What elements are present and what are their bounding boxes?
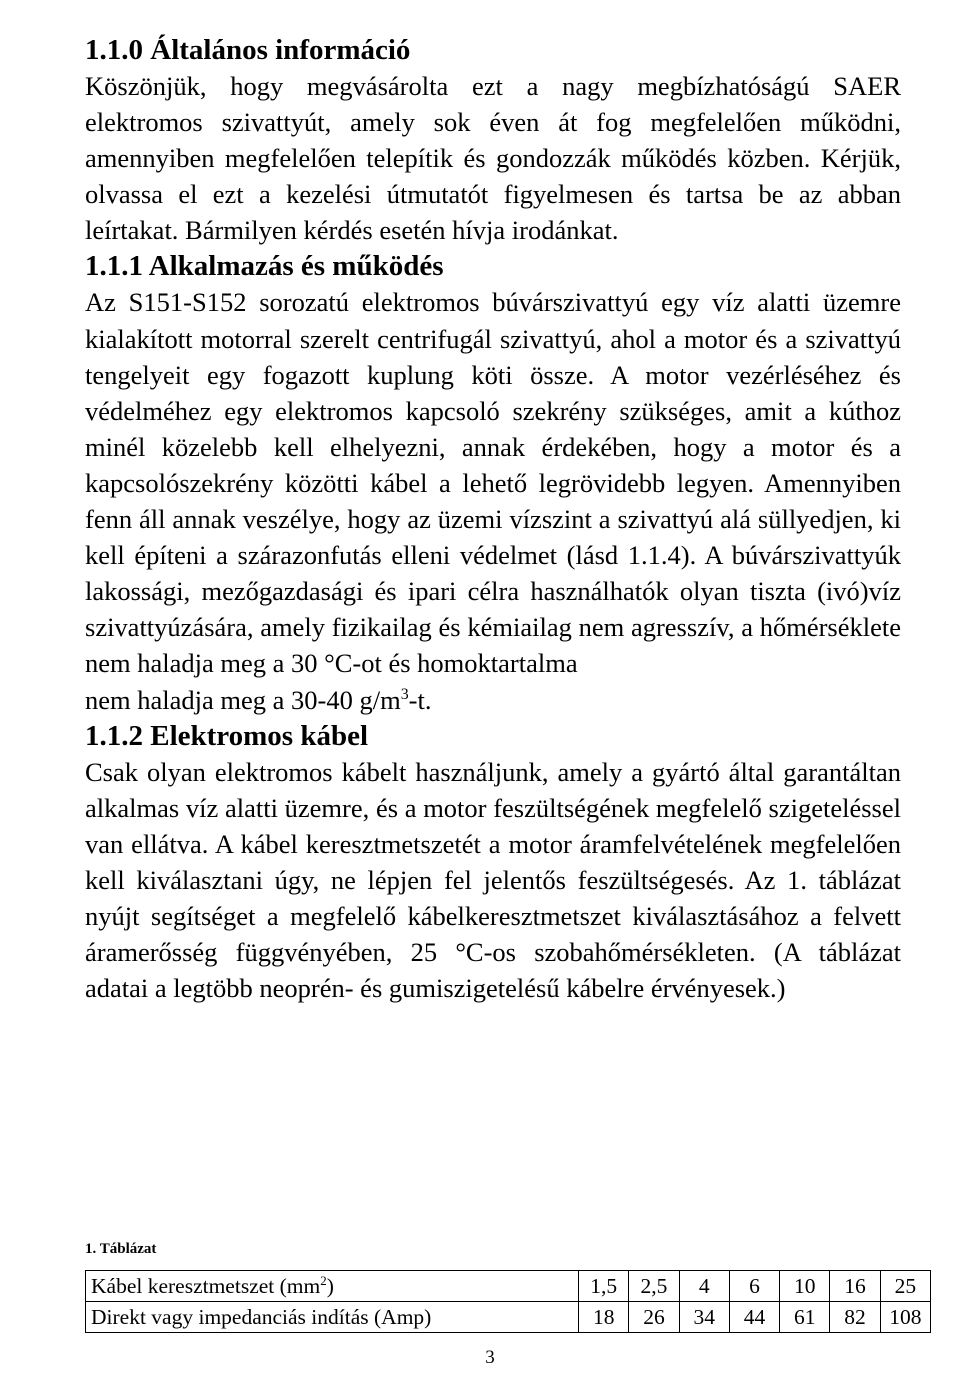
application-end-suffix: -t. [408,684,432,715]
cross-section-label: Kábel keresztmetszet (mm [91,1274,321,1298]
table-cell: 26 [629,1302,679,1333]
page-content [85,32,901,1006]
table-cell: 44 [729,1302,779,1333]
application-end-text: nem haladja meg a 30-40 g/m [85,684,401,715]
table-cell: 16 [830,1271,880,1302]
table-caption: 1. Táblázat [85,1241,157,1257]
row-label-current: Direkt vagy impedanciás indítás (Amp) [86,1302,579,1333]
paragraph-application: Az S151-S152 sorozatú elektromos búvárszivattyú egy víz alatti üzemre kialakított motorral szerelt centrifugál szivattyú, ahol a motor és a szivattyú tengelyeit egy fogazott kuplung köti össze. A motor vezérléséhez és védelméhez egy elektromos kapcsoló szekrény szükséges, amit a kúthoz minél közelebb kell elhelyezni, annak érdekében, hogy a motor és a kapcsolószekrény közötti kábel a lehető legrövidebb legyen. Amennyiben fenn áll annak veszélye, hogy az üzemi vízszint a szivattyú alá süllyedjen, ki kell építeni a szárazonfutás elleni védelmet (lásd 1.1.4). A búvárszivattyúk lakossági, mezőgazdasági és ipari célra használhatók olyan tiszta (ivó)víz szivattyúzására, amely fizikailag és kémiailag nem agresszív, a hőmérséklete nem haladja meg a 30 °C-ot és homoktartalma [85,287,901,679]
table-cell: 34 [679,1302,729,1333]
paragraph-electric-cable: Csak olyan elektromos kábelt használjunk, amely a gyártó által garantáltan alkalmas víz alatti üzemre, és a motor feszültségének megfelelő szigeteléssel van ellátva. A kábel keresztmetszetét a motor áramfelvételének megfelelően kell kiválasztani úgy, ne lépjen fel jelentős feszültségesés. Az 1. táblázat nyújt segítséget a megfelelő kábelkeresztmetszet kiválasztásához a felvett áramerősség függvényében, 25 °C-os szobahőmérsékleten. (A táblázat adatai a legtöbb neoprén- és gumiszigetelésű kábelre érvényesek.) [85,756,901,1004]
table-cell: 25 [880,1271,930,1302]
table-cell: 6 [729,1271,779,1302]
table-row [86,1302,931,1333]
table-row [86,1271,931,1302]
table-cell: 108 [880,1302,930,1333]
heading-electric-cable: 1.1.2 Elektromos kábel [85,719,369,752]
paragraph-application-end [85,682,901,718]
table-cell: 2,5 [629,1271,679,1302]
cable-table [85,1270,931,1333]
table-cell: 18 [579,1302,629,1333]
unit-superscript: 2 [320,1273,327,1288]
heading-general-info: 1.1.0 Általános információ [85,34,411,66]
heading-application: 1.1.1 Alkalmazás és működés [85,250,444,283]
table-cell: 1,5 [579,1271,629,1302]
paragraph-general-info: Köszönjük, hogy megvásárolta ezt a nagy megbízhatóságú SAER elektromos szivattyút, amely sok éven át fog megfelelően működni, amennyiben megfelelően telepítik és gondozzák működés közben. Kérjük, olvassa el ezt a kezelési útmutatót figyelmesen és tartsa be az abban leírtakat. Bármilyen kérdés esetén hívja irodánkat. [85,71,901,246]
page-number: 3 [485,1347,495,1368]
cross-section-label-close: ) [326,1274,334,1298]
unit-superscript: 3 [400,685,409,703]
table-cell: 82 [830,1302,880,1333]
table-cell: 61 [780,1302,830,1333]
table-cell: 10 [780,1271,830,1302]
row-label-cross-section [86,1271,579,1302]
table-cell: 4 [679,1271,729,1302]
